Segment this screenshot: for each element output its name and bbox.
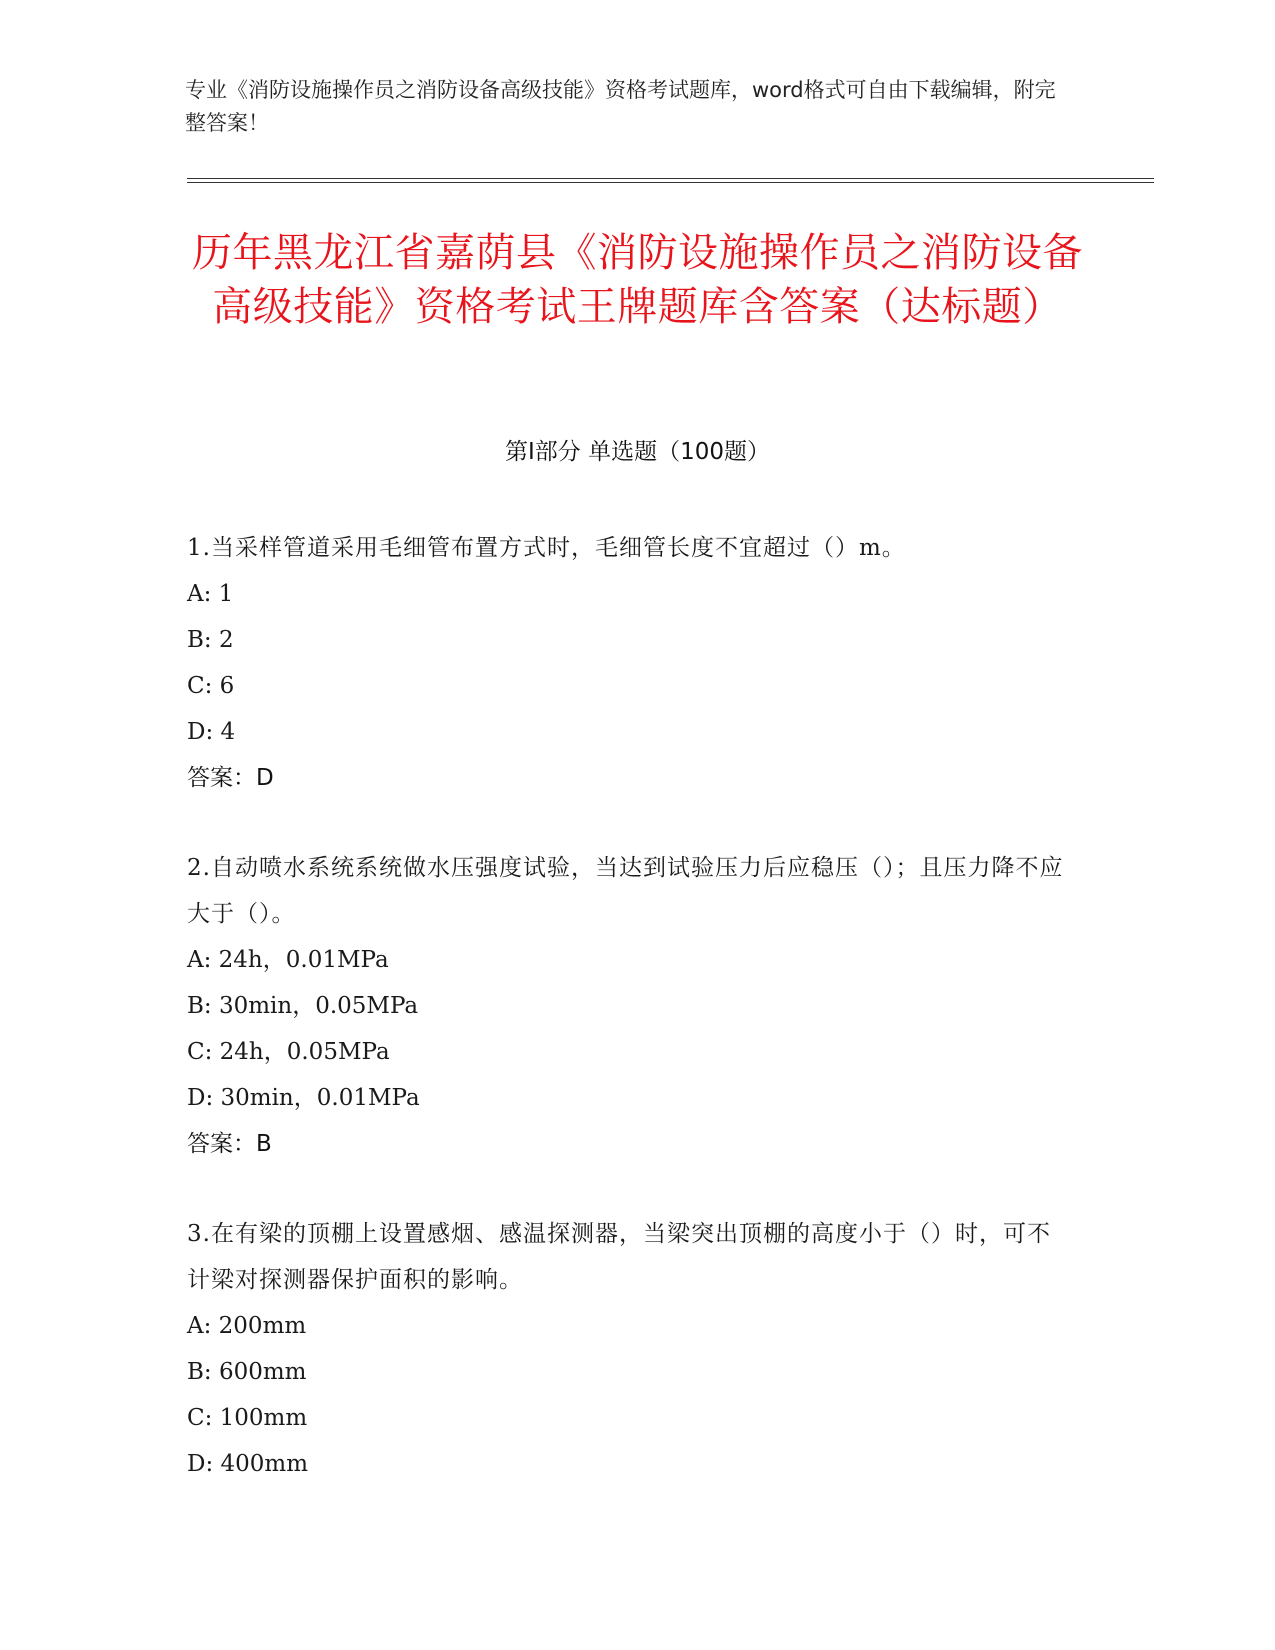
option-c: C: 24h，0.05MPa — [187, 1039, 390, 1065]
option-b: B: 30min，0.05MPa — [187, 993, 419, 1019]
answer: 答案：D — [187, 765, 274, 791]
option-a: A: 200mm — [187, 1313, 307, 1339]
option-d: D: 4 — [187, 719, 236, 745]
question-list — [187, 525, 1067, 1531]
question-stem: 2.自动喷水系统系统做水压强度试验，当达到试验压力后应稳压（）；且压力降不应大于（）。 — [187, 855, 1064, 927]
option-a: A: 24h，0.01MPa — [187, 947, 389, 973]
question-1 — [187, 525, 1067, 801]
document-title: 历年黑龙江省嘉荫县《消防设施操作员之消防设备高级技能》资格考试王牌题库含答案（达标题） — [192, 230, 1083, 330]
option-d: D: 400mm — [187, 1451, 309, 1477]
option-b: B: 600mm — [187, 1359, 307, 1385]
question-3 — [187, 1211, 1067, 1487]
header-divider-line — [187, 178, 1154, 179]
section-heading: 第Ⅰ部分 单选题（100题） — [505, 439, 770, 465]
header-divider-line-secondary — [187, 182, 1154, 183]
option-d: D: 30min，0.01MPa — [187, 1085, 420, 1111]
question-stem: 3.在有梁的顶棚上设置感烟、感温探测器，当梁突出顶棚的高度小于（）时，可不计梁对探测器保护面积的影响。 — [187, 1221, 1051, 1293]
question-2 — [187, 845, 1067, 1167]
document-header-note: 专业《消防设施操作员之消防设备高级技能》资格考试题库，word格式可自由下载编辑，附完整答案！ — [185, 78, 1056, 135]
option-c: C: 6 — [187, 673, 235, 699]
option-b: B: 2 — [187, 627, 234, 653]
question-stem: 1.当采样管道采用毛细管布置方式时，毛细管长度不宜超过（）m。 — [187, 535, 906, 561]
option-c: C: 100mm — [187, 1405, 308, 1431]
answer: 答案：B — [187, 1131, 272, 1157]
option-a: A: 1 — [187, 581, 234, 607]
